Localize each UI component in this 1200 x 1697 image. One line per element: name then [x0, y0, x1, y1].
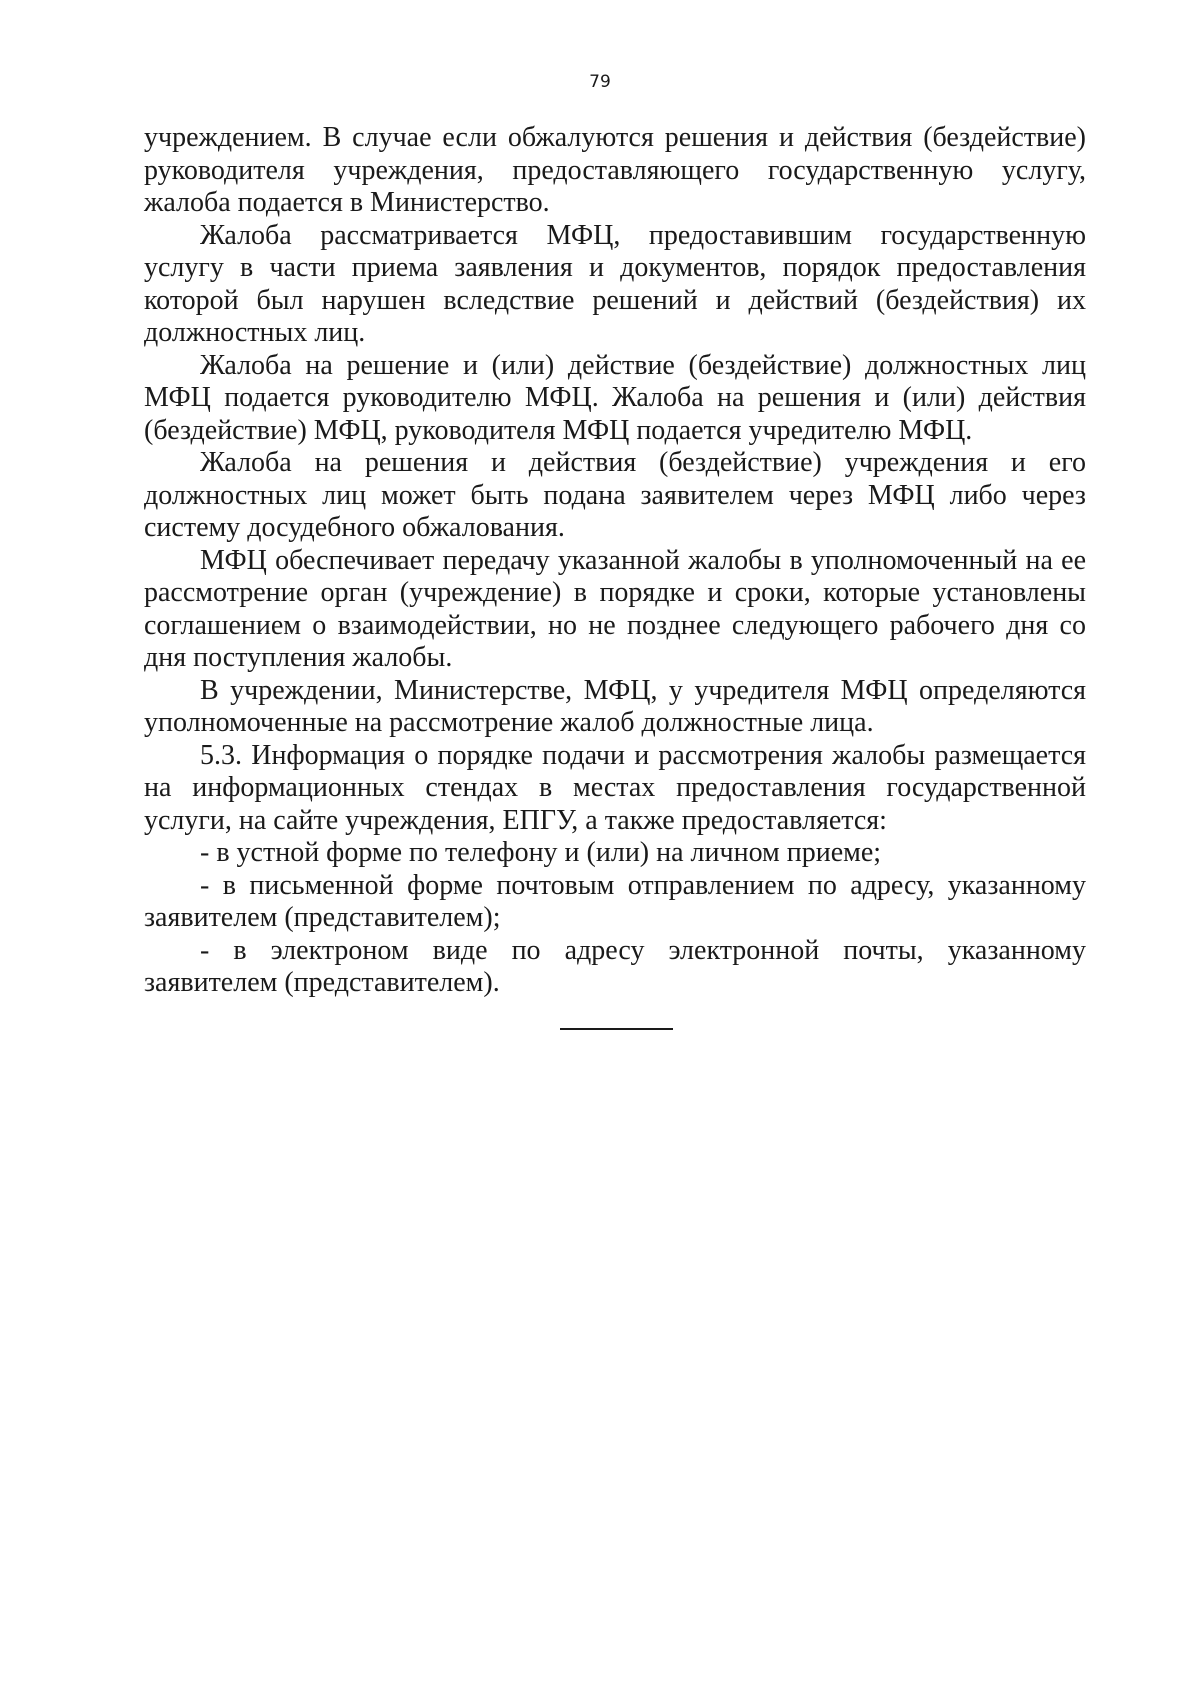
document-body: [144, 122, 1086, 1000]
paragraph-authorized-officials: В учреждении, Министерстве, МФЦ, у учредителя МФЦ определяются уполномоченные на рассмотрение жалоб должностные лица.: [144, 674, 1086, 738]
list-item-oral: - в устной форме по телефону и (или) на личном приеме;: [200, 837, 882, 868]
paragraph-section-5-3: 5.3. Информация о порядке подачи и рассмотрения жалобы размещается на информационных стендах в местах предоставления государственной услуги, на сайте учреждения, ЕПГУ, а также предоставляется:: [144, 739, 1086, 836]
list-item-electronic: - в электроном виде по адресу электронной почты, указанному заявителем (представителем).: [144, 934, 1086, 998]
paragraph-mfc-complaint: Жалоба рассматривается МФЦ, предоставившим государственную услугу в части приема заявления и документов, порядок предоставления которой был нарушен вследствие решений и действий (бездействия) их должностных лиц.: [144, 219, 1086, 348]
paragraph-continuation: учреждением. В случае если обжалуются решения и действия (бездействие) руководителя учреждения, предоставляющего государственную услугу, жалоба подается в Министерство.: [144, 122, 1086, 218]
paragraph-complaint-officials: Жалоба на решение и (или) действие (бездействие) должностных лиц МФЦ подается руководителю МФЦ. Жалоба на решения и (или) действия (бездействие) МФЦ, руководителя МФЦ подается учредителю МФЦ.: [144, 349, 1086, 446]
paragraph-mfc-transfer: МФЦ обеспечивает передачу указанной жалобы в уполномоченный на ее рассмотрение орган (учреждение) в порядке и сроки, которые установлены соглашением о взаимодействии, но не позднее следующего рабочего дня со дня поступления жалобы.: [144, 544, 1086, 673]
paragraph-complaint-institution: Жалоба на решения и действия (бездействие) учреждения и его должностных лиц может быть подана заявителем через МФЦ либо через систему досудебного обжалования.: [144, 447, 1086, 543]
page-number: 79: [589, 72, 611, 92]
closing-rule: [560, 1028, 673, 1030]
list-item-written: - в письменной форме почтовым отправлением по адресу, указанному заявителем (представителем);: [144, 869, 1086, 933]
